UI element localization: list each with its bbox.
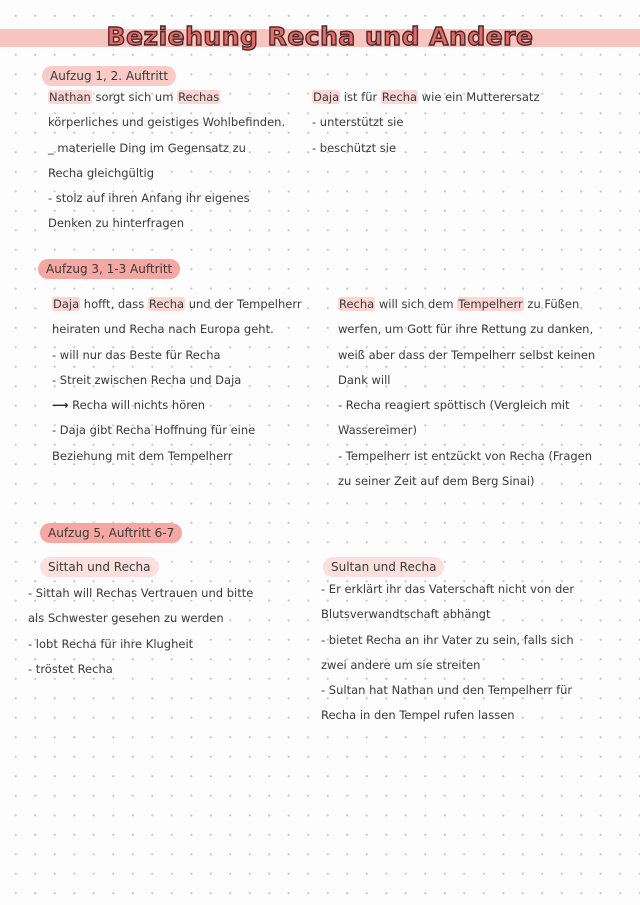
section-heading-aufzug-3: Aufzug 3, 1-3 Auftritt — [38, 259, 180, 279]
s2-right-notes: Recha will sich dem Tempelherr zu Füßen werfen, um Gott für ihre Rettung zu danken, weiß aber dass der Tempelherr selbst keinen Dank will - Recha reagiert spöttisch (Vergleich mit Wassereimer) - Tempelherr ist entzückt von Recha (Fragen zu seiner Zeit auf dem Berg Sinai) — [338, 297, 596, 489]
s3-left-notes: - Sittah will Rechas Vertrauen und bitte als Schwester gesehen zu werden - lobt Recha für ihre Klugheit - tröstet Recha — [28, 586, 254, 676]
s1-right-notes: Daja ist für Recha wie ein Mutterersatz - unterstützt sie - beschützt sie — [312, 90, 540, 155]
arrow-icon: ⟶ — [52, 398, 69, 413]
s1-left-notes: Nathan sorgt sich um Rechas körperliches und geistiges Wohlbefinden. _ materielle Ding im Gegensatz zu Recha gleichgültig - stolz auf ihren Anfang ihr eigenes Denken zu hinterfragen — [48, 90, 286, 231]
page-title: Beziehung Recha und Andere — [106, 22, 534, 51]
section-heading-aufzug-1: Aufzug 1, 2. Auftritt — [42, 66, 176, 86]
s3-right-notes: - Er erklärt ihr das Vaterschaft nicht von der Blutsverwandtschaft abhängt - bietet Recha an ihr Vater zu sein, falls sich zwei andere um sie streiten - Sultan hat Nathan und den Tempelherr für Recha in den Tempel rufen lassen — [321, 582, 575, 723]
subheading-sittah-recha: Sittah und Recha — [40, 557, 159, 577]
section-heading-aufzug-5: Aufzug 5, Auftritt 6-7 — [40, 523, 182, 543]
s2-left-notes: Daja hofft, dass Recha und der Tempelherr heiraten und Recha nach Europa geht. - will nur das Beste für Recha - Streit zwischen Recha und Daja ⟶ Recha will nichts hören - Daja gibt Recha Hoffnung für eine Beziehung mit dem Tempelherr — [52, 297, 302, 463]
subheading-sultan-recha: Sultan und Recha — [323, 557, 444, 577]
